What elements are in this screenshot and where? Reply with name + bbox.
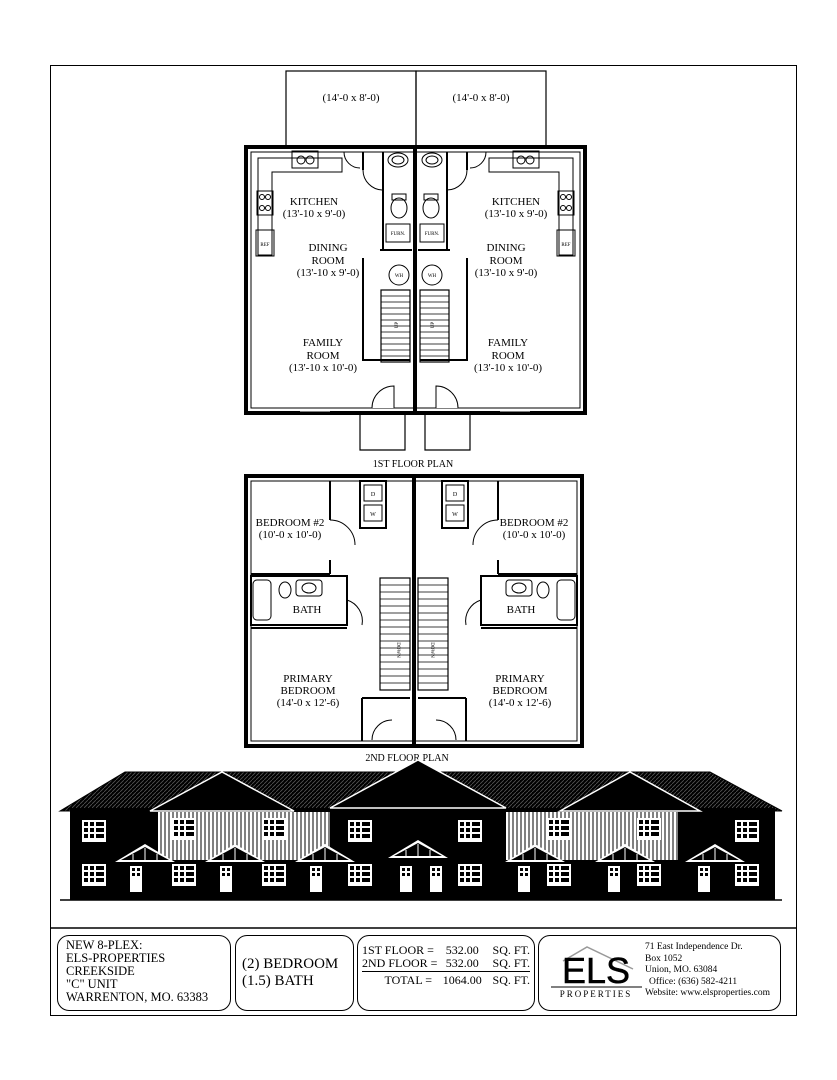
bath-label-left: BATH bbox=[292, 604, 322, 616]
kitchen-size-right: (13'-10 x 9'-0) bbox=[484, 208, 548, 220]
dining-label-left-2: ROOM bbox=[311, 255, 345, 267]
area-box bbox=[357, 935, 535, 1011]
primary-label-left-2: BEDROOM bbox=[280, 685, 336, 697]
project-line: WARRENTON, MO. 63383 bbox=[66, 990, 209, 1004]
logo-sub: PROPERTIES bbox=[559, 989, 633, 999]
area-label: 2ND FLOOR = bbox=[362, 955, 438, 970]
front-stoop-left bbox=[360, 413, 405, 450]
second-floor-title: 2ND FLOOR PLAN bbox=[365, 753, 449, 764]
address-line: Box 1052 bbox=[645, 953, 683, 964]
family-label-right-2: ROOM bbox=[491, 350, 525, 362]
area-value: 1064.00 bbox=[442, 973, 482, 987]
primary-label-right-2: BEDROOM bbox=[492, 685, 548, 697]
bedroom2-size-left: (10'-0 x 10'-0) bbox=[258, 529, 322, 541]
area-value: 532.00 bbox=[445, 955, 479, 970]
patio-right bbox=[416, 71, 546, 147]
kitchen-size-left: (13'-10 x 9'-0) bbox=[282, 208, 346, 220]
wh-label-right: WH bbox=[427, 274, 437, 279]
area-label: 1ST FLOOR = bbox=[362, 943, 434, 957]
bath-count: (1.5) BATH bbox=[242, 973, 314, 989]
area-unit: SQ. FT. bbox=[492, 973, 530, 987]
down-label-right: DOWN bbox=[429, 642, 434, 658]
family-label-right: FAMILY bbox=[487, 337, 529, 349]
first-floor-plan bbox=[246, 71, 585, 450]
website-line[interactable]: Website: www.elsproperties.com bbox=[645, 988, 770, 998]
bedroom-count: (2) BEDROOM bbox=[242, 956, 339, 972]
dining-size-right: (13'-10 x 9'-0) bbox=[474, 267, 538, 279]
ref-label-right: REF bbox=[561, 243, 571, 248]
washer-label-right: W bbox=[452, 512, 458, 518]
furn-label-right: FURN. bbox=[424, 232, 440, 237]
family-size-right: (13'-10 x 10'-0) bbox=[473, 362, 543, 374]
address-line: 71 East Independence Dr. bbox=[645, 942, 743, 952]
up-label-left: UP bbox=[395, 321, 400, 329]
els-logo bbox=[547, 939, 646, 1002]
bedroom2-size-right: (10'-0 x 10'-0) bbox=[502, 529, 566, 541]
up-label-right: UP bbox=[431, 321, 436, 329]
primary-label-left: PRIMARY bbox=[283, 673, 333, 685]
down-label-left: DOWN bbox=[395, 642, 400, 658]
bath-left bbox=[251, 576, 347, 625]
area-unit: SQ. FT. bbox=[492, 955, 530, 970]
project-line: NEW 8-PLEX: bbox=[66, 938, 143, 952]
wh-label-left: WH bbox=[394, 274, 404, 279]
area-value: 532.00 bbox=[445, 943, 479, 957]
dining-label-right-2: ROOM bbox=[489, 255, 523, 267]
logo-letters: ELS bbox=[561, 950, 631, 991]
project-info-box bbox=[57, 935, 231, 1011]
family-size-left: (13'-10 x 10'-0) bbox=[288, 362, 358, 374]
unit-type-box bbox=[235, 935, 354, 1011]
project-line: ELS-PROPERTIES bbox=[66, 951, 166, 965]
phone-line: Office: (636) 582-4211 bbox=[649, 976, 738, 987]
primary-size-left: (14'-0 x 12'-6) bbox=[276, 697, 340, 709]
patio-right-size: (14'-0 x 8'-0) bbox=[452, 92, 510, 104]
family-label-left-2: ROOM bbox=[306, 350, 340, 362]
project-line: CREEKSIDE bbox=[66, 964, 135, 978]
bath-label-right: BATH bbox=[506, 604, 536, 616]
front-elevation bbox=[60, 760, 782, 900]
kitchen-label-left: KITCHEN bbox=[289, 196, 339, 208]
area-label: TOTAL = bbox=[384, 973, 432, 987]
area-unit: SQ. FT. bbox=[492, 943, 530, 957]
dryer-label-right: D bbox=[452, 492, 458, 498]
dining-label-left: DINING bbox=[308, 242, 348, 254]
area-row bbox=[362, 957, 530, 970]
first-floor-title: 1ST FLOOR PLAN bbox=[372, 459, 454, 470]
bedroom2-label-left: BEDROOM #2 bbox=[255, 517, 325, 529]
company-address bbox=[645, 942, 770, 1000]
kitchen-label-right: KITCHEN bbox=[491, 196, 541, 208]
address-line: Union, MO. 63084 bbox=[645, 965, 718, 975]
area-total-row bbox=[362, 971, 530, 987]
ref-label-left: REF bbox=[260, 243, 270, 248]
washer-label-left: W bbox=[370, 512, 376, 518]
bath-right bbox=[481, 576, 577, 625]
patio-left bbox=[286, 71, 416, 147]
dryer-label-left: D bbox=[370, 492, 376, 498]
patio-left-size: (14'-0 x 8'-0) bbox=[322, 92, 380, 104]
primary-size-right: (14'-0 x 12'-6) bbox=[488, 697, 552, 709]
primary-label-right: PRIMARY bbox=[495, 673, 545, 685]
area-row bbox=[362, 944, 530, 957]
bedroom2-label-right: BEDROOM #2 bbox=[499, 517, 569, 529]
family-label-left: FAMILY bbox=[302, 337, 344, 349]
front-stoop-right bbox=[425, 413, 470, 450]
dining-label-right: DINING bbox=[486, 242, 526, 254]
company-box bbox=[538, 935, 781, 1011]
project-line: "C" UNIT bbox=[66, 977, 118, 991]
furn-label-left: FURN. bbox=[390, 232, 406, 237]
dining-size-left: (13'-10 x 9'-0) bbox=[296, 267, 360, 279]
